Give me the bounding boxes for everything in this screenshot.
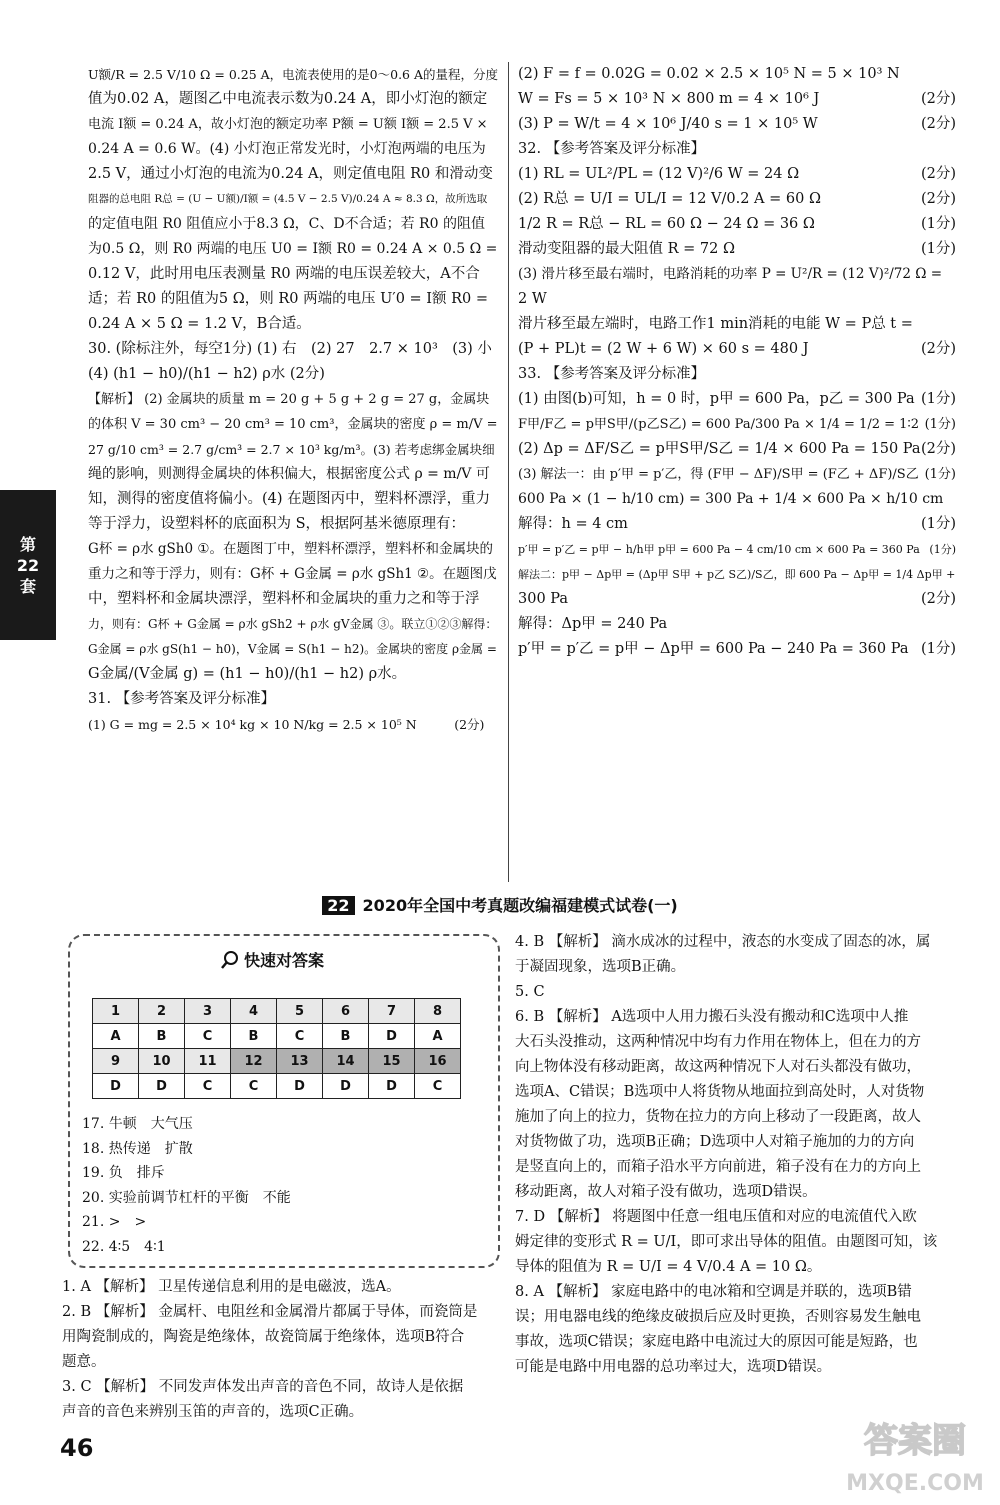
- score-note: (2分): [920, 166, 956, 182]
- question-number-cell: 4: [231, 999, 277, 1024]
- solution-text: (3) 滑片移至最右端时，电路消耗的功率 P = U²/R = (12 V)²/72 Ω =: [518, 266, 943, 282]
- solution-line: [518, 87, 956, 112]
- solution-text: p′甲 = p′乙 = p甲 − Δp甲 = 600 Pa − 240 Pa = 360 Pa: [518, 641, 909, 657]
- answer-text-line: 30. (除标注外，每空1分) (1) 右 (2) 27 2.7 × 10³ (3) 小: [88, 341, 492, 357]
- answer-text-line: (1) G = mg = 2.5 × 10⁴ kg × 10 N/kg = 2.5 × 10⁵ N (2分): [88, 717, 485, 732]
- solution-line: [518, 437, 956, 462]
- answer-text-line: 5. C: [515, 984, 545, 1000]
- question-number-cell: 6: [323, 999, 369, 1024]
- watermark-logo: [840, 1410, 990, 1500]
- answer-table-number-row: [93, 999, 461, 1024]
- watermark-bottom-text: MXQE.COM: [846, 1471, 984, 1496]
- solution-text: 1/2 R = R总 − RL = 60 Ω − 24 Ω = 36 Ω: [518, 216, 815, 232]
- solution-text: 2 W: [518, 291, 547, 307]
- question-number-cell: 5: [277, 999, 323, 1024]
- score-note: (1分): [929, 543, 956, 556]
- watermark-top-text: 答案圈: [864, 1421, 966, 1461]
- answer-text-line: 中，塑料杯和金属块漂浮，塑料杯和金属块的重力之和等于浮: [88, 591, 480, 607]
- answer-text-line: 用陶瓷制成的，陶瓷是绝缘体，故瓷筒属于绝缘体，选项B符合: [62, 1329, 465, 1345]
- fill-answer-line: 17. 牛顿 大气压: [82, 1116, 193, 1132]
- answer-text-line: 值为0.02 A，题图乙中电流表示数为0.24 A，即小灯泡的额定: [88, 91, 488, 107]
- answer-text-line: 知，测得的密度值将偏小。(4) 在题图丙中，塑料杯漂浮，重力: [88, 491, 491, 507]
- solution-text: (3) 解法一：由 p′甲 = p′乙，得 (F甲 − ΔF)/S甲 = (F乙 + ΔF)/S乙: [518, 467, 919, 482]
- answer-letter-cell: D: [369, 1074, 415, 1099]
- score-note: (2分): [920, 91, 956, 107]
- solution-line: [518, 237, 956, 262]
- answer-table: [92, 998, 461, 1099]
- solution-line: [518, 537, 956, 562]
- question-number-cell: 16: [415, 1049, 461, 1074]
- answer-letter-cell: D: [369, 1024, 415, 1049]
- fill-in-answers: [82, 1112, 291, 1259]
- answer-text-line: 27 g/10 cm³ = 2.7 g/cm³ = 2.7 × 10³ kg/m³。(3) 若考虑绑金属块细: [88, 442, 495, 457]
- answer-text-line: 0.24 A = 0.6 W。(4) 小灯泡正常发光时，小灯泡两端的电压为: [88, 141, 486, 157]
- answer-text-line: 2.5 V，通过小灯泡的电流为0.24 A，则定值电阻 R0 和滑动变: [88, 166, 493, 182]
- side-tab-char-1: 第: [19, 534, 36, 554]
- question-number-cell: 8: [415, 999, 461, 1024]
- score-note: (2分): [920, 591, 956, 607]
- answer-text-line: 选项A、C错误；B选项中人将货物从地面拉到高处时，人对货物: [515, 1084, 925, 1100]
- right-column-top: [518, 62, 956, 662]
- score-note: (1分): [920, 516, 956, 532]
- answer-text-line: 3. C 【解析】 不同发声体发出声音的音色不同，故诗人是依据: [62, 1379, 464, 1395]
- answer-text-line: 移动距离，故人对箱子没有做功，选项D错误。: [515, 1184, 817, 1200]
- answer-box-title: [220, 948, 324, 971]
- section-title: 2020年全国中考真题改编福建模式试卷(一): [362, 896, 678, 915]
- question-number-cell: 9: [93, 1049, 139, 1074]
- score-note: (1分): [920, 641, 956, 657]
- solution-line: [518, 262, 956, 287]
- answer-text-line: 于凝固现象，选项B正确。: [515, 959, 686, 975]
- left-column-bottom: [62, 1275, 500, 1425]
- solution-line: [518, 562, 956, 587]
- answer-text-line: 电流 I额 = 0.24 A，故小灯泡的额定功率 P额 = U额 I额 = 2.5 V ×: [88, 117, 488, 132]
- answer-text-line: 0.12 V，此时用电压表测量 R0 两端的电压误差较大，A不合: [88, 266, 480, 282]
- solution-line: [518, 112, 956, 137]
- answer-text-line: 绳的影响，则测得金属块的体积偏大，根据密度公式 ρ = m/V 可: [88, 466, 490, 482]
- answer-text-line: 31. 【参考答案及评分标准】: [88, 691, 276, 707]
- solution-line: [518, 462, 956, 487]
- score-note: (2分): [920, 191, 956, 207]
- solution-line: [518, 312, 956, 337]
- answer-table-number-row: [93, 1049, 461, 1074]
- answer-text-line: G杯 = ρ水 gSh0 ①。在题图丁中，塑料杯漂浮，塑料杯和金属块的: [88, 541, 493, 557]
- answer-letter-cell: C: [415, 1074, 461, 1099]
- answer-text-line: 阻器的总电阻 R总 = (U − U额)/I额 = (4.5 V − 2.5 V)/0.24 A ≈ 8.3 Ω，故所选取: [88, 193, 488, 205]
- answer-text-line: 的体积 V = 30 cm³ − 20 cm³ = 10 cm³，金属块的密度 ρ = m/V =: [88, 417, 498, 432]
- side-tab-char-3: 套: [19, 576, 36, 596]
- solution-line: [518, 612, 956, 637]
- score-note: (1分): [920, 241, 956, 257]
- fill-answer-line: 18. 热传递 扩散: [82, 1140, 193, 1157]
- solution-text: p′甲 = p′乙 = p甲 − h/h甲 p甲 = 600 Pa − 4 cm/10 cm × 600 Pa = 360 Pa: [518, 543, 920, 556]
- answer-text-line: G金属 = ρ水 gS(h1 − h0)，V金属 = S(h1 − h2)。金属块的密度 ρ金属 =: [88, 642, 497, 656]
- solution-text: (2) F = f = 0.02G = 0.02 × 2.5 × 10⁵ N = 5 × 10³ N: [518, 66, 900, 82]
- answer-text-line: 0.24 A × 5 Ω = 1.2 V，B合适。: [88, 316, 311, 332]
- answer-text-line: 【解析】 (2) 金属块的质量 m = 20 g + 5 g + 2 g = 27 g，金属块: [88, 392, 490, 407]
- question-number-cell: 14: [323, 1049, 369, 1074]
- solution-line: [518, 287, 956, 312]
- answer-text-line: G金属/(V金属 g) = (h1 − h0)/(h1 − h2) ρ水。: [88, 666, 407, 682]
- answer-text-line: 8. A 【解析】 家庭电路中的电冰箱和空调是并联的，选项B错: [515, 1284, 912, 1300]
- answer-text-line: 为0.5 Ω，则 R0 两端的电压 U0 = I额 R0 = 0.24 A × 0.5 Ω =: [88, 241, 498, 257]
- solution-text: (1) 由图(b)可知，h = 0 时，p甲 = 600 Pa，p乙 = 300 Pa: [518, 391, 915, 407]
- column-divider: [508, 62, 509, 882]
- answer-text-line: 向上物体没有移动距离，故这两种情况下人对石头都没有做功，: [515, 1059, 921, 1075]
- question-number-cell: 3: [185, 999, 231, 1024]
- score-note: (1分): [924, 417, 956, 432]
- answer-text-line: 误；用电器电线的绝缘皮破损后应及时更换，否则容易发生触电: [515, 1309, 921, 1325]
- fill-answer-line: 22. 4∶5 4∶1: [82, 1238, 166, 1255]
- solution-text: 滑动变阻器的最大阻值 R = 72 Ω: [518, 241, 735, 257]
- solution-text: (2) Δp = ΔF/S乙 = p甲S甲/S乙 = 1/4 × 600 Pa = 150 Pa: [518, 441, 921, 457]
- answer-text-line: 等于浮力，设塑料杯的底面积为 S，根据阿基米德原理有：: [88, 516, 466, 532]
- question-number-cell: 11: [185, 1049, 231, 1074]
- magnifier-icon: [220, 950, 240, 970]
- solution-line: [518, 587, 956, 612]
- question-number-cell: 12: [231, 1049, 277, 1074]
- question-number-cell: 15: [369, 1049, 415, 1074]
- answer-letter-cell: C: [185, 1074, 231, 1099]
- solution-line: [518, 337, 956, 362]
- question-number-cell: 7: [369, 999, 415, 1024]
- solution-text: 滑片移至最左端时，电路工作1 min消耗的电能 W = P总 t =: [518, 316, 913, 332]
- answer-text-line: (4) (h1 − h0)/(h1 − h2) ρ水 (2分): [88, 366, 325, 382]
- answer-text-line: 6. B 【解析】 A选项中人用力搬石头没有搬动和C选项中人推: [515, 1009, 909, 1025]
- answer-text-line: 适；若 R0 的阻值为5 Ω，则 R0 两端的电压 U′0 = I额 R0 =: [88, 291, 489, 307]
- solution-line: [518, 62, 956, 87]
- side-tab-char-2: 22: [16, 555, 40, 575]
- solution-text: (P + PL)t = (2 W + 6 W) × 60 s = 480 J: [518, 341, 809, 357]
- question-number-cell: 10: [139, 1049, 185, 1074]
- answer-table-answer-row: [93, 1024, 461, 1049]
- solution-text: 600 Pa × (1 − h/10 cm) = 300 Pa + 1/4 × 600 Pa × h/10 cm: [518, 491, 944, 507]
- question-number-cell: 1: [93, 999, 139, 1024]
- solution-text: 解得：Δp甲 = 240 Pa: [518, 616, 668, 632]
- answer-letter-cell: C: [185, 1024, 231, 1049]
- answer-letter-cell: D: [277, 1074, 323, 1099]
- solution-text: 33. 【参考答案及评分标准】: [518, 366, 706, 382]
- answer-text-line: 重力之和等于浮力，则有：G杯 + G金属 = ρ水 gSh1 ②。在题图戊: [88, 566, 497, 582]
- answer-box-title-text: 快速对答案: [244, 951, 325, 970]
- section-header: [0, 893, 1000, 916]
- answer-text-line: 对货物做了功，选项B正确；D选项中人对箱子施加的力的方向: [515, 1134, 915, 1150]
- solution-line: [518, 187, 956, 212]
- chapter-side-tab: [0, 490, 56, 640]
- score-note: (1分): [920, 216, 956, 232]
- solution-text: (3) P = W/t = 4 × 10⁶ J/40 s = 1 × 10⁵ W: [518, 116, 818, 132]
- fill-answer-line: 21. > >: [82, 1214, 147, 1230]
- answer-letter-cell: C: [277, 1024, 323, 1049]
- solution-line: [518, 487, 956, 512]
- fill-answer-line: 20. 实验前调节杠杆的平衡 不能: [82, 1189, 291, 1206]
- solution-line: [518, 412, 956, 437]
- score-note: (2分): [920, 441, 956, 457]
- answer-text-line: 7. D 【解析】 将题图中任意一组电压值和对应的电流值代入欧: [515, 1209, 917, 1225]
- solution-text: F甲/F乙 = p甲S甲/(p乙S乙) = 600 Pa/300 Pa × 1/4 = 1/2 = 1∶2: [518, 417, 920, 432]
- right-column-bottom: [515, 930, 960, 1380]
- answer-text-line: 导体的阻值为 R = U/I = 4 V/0.4 A = 10 Ω。: [515, 1259, 822, 1275]
- solution-line: [518, 387, 956, 412]
- quick-answer-box: [68, 934, 500, 1268]
- solution-text: W = Fs = 5 × 10³ N × 800 m = 4 × 10⁶ J: [518, 91, 820, 107]
- answer-letter-cell: D: [323, 1074, 369, 1099]
- question-number-cell: 13: [277, 1049, 323, 1074]
- answer-table-answer-row: [93, 1074, 461, 1099]
- solution-text: (2) R总 = U/I = UL/I = 12 V/0.2 A = 60 Ω: [518, 191, 821, 207]
- solution-line: [518, 637, 956, 662]
- answer-text-line: 1. A 【解析】 卫星传递信息利用的是电磁波，选A。: [62, 1279, 401, 1295]
- answer-text-line: 是竖直向上的，而箱子沿水平方向前进，箱子没有在力的方向上: [515, 1159, 921, 1175]
- solution-text: 解法二：p甲 − Δp甲 = (Δp甲 S甲 + p乙 S乙)/S乙，即 600 Pa − Δp甲 = 1/4 Δp甲 +: [518, 568, 956, 581]
- solution-line: [518, 362, 956, 387]
- question-number-cell: 2: [139, 999, 185, 1024]
- answer-text-line: 4. B 【解析】 滴水成冰的过程中，液态的水变成了固态的冰，属: [515, 934, 931, 950]
- solution-text: (1) RL = UL²/PL = (12 V)²/6 W = 24 Ω: [518, 166, 800, 182]
- solution-line: [518, 137, 956, 162]
- solution-text: 解得：h = 4 cm: [518, 516, 628, 532]
- answer-text-line: U额/R = 2.5 V/10 Ω = 0.25 A，电流表使用的是0～0.6 A的量程，分度: [88, 67, 498, 82]
- solution-line: [518, 162, 956, 187]
- solution-line: [518, 212, 956, 237]
- answer-text-line: 声音的音色来辨别玉笛的声音的，选项C正确。: [62, 1404, 364, 1420]
- solution-text: 300 Pa: [518, 591, 569, 607]
- page-number: 46: [60, 1434, 94, 1462]
- answer-text-line: 的定值电阻 R0 阻值应小于8.3 Ω，C、D不合适；若 R0 的阻值: [88, 216, 485, 232]
- score-note: (1分): [920, 391, 956, 407]
- answer-letter-cell: D: [93, 1074, 139, 1099]
- answer-text-line: 可能是电路中用电器的总功率过大，选项D错误。: [515, 1359, 832, 1375]
- answer-letter-cell: D: [139, 1074, 185, 1099]
- left-column-top: [88, 62, 498, 737]
- solution-text: 32. 【参考答案及评分标准】: [518, 141, 706, 157]
- fill-answer-line: 19. 负 排斥: [82, 1165, 165, 1181]
- answer-text-line: 事故，选项C错误；家庭电路中电流过大的原因可能是短路，也: [515, 1334, 918, 1350]
- answer-text-line: 施加了向上的拉力，货物在拉力的方向上移动了一段距离，故人: [515, 1109, 921, 1125]
- answer-text-line: 姆定律的变形式 R = U/I，即可求出导体的阻值。由题图可知，该: [515, 1234, 938, 1250]
- answer-letter-cell: A: [415, 1024, 461, 1049]
- answer-letter-cell: B: [323, 1024, 369, 1049]
- score-note: (2分): [920, 116, 956, 132]
- answer-letter-cell: B: [139, 1024, 185, 1049]
- score-note: (1分): [924, 467, 956, 482]
- solution-line: [518, 512, 956, 537]
- answer-letter-cell: A: [93, 1024, 139, 1049]
- answer-text-line: 2. B 【解析】 金属杆、电阻丝和金属滑片都属于导体，而瓷筒是: [62, 1304, 478, 1320]
- section-number-badge: 22: [322, 896, 354, 915]
- answer-letter-cell: B: [231, 1024, 277, 1049]
- answer-letter-cell: C: [231, 1074, 277, 1099]
- score-note: (2分): [920, 341, 956, 357]
- answer-text-line: 题意。: [62, 1354, 106, 1370]
- answer-text-line: 大石头没推动，这两种情况中均有力作用在物体上，但在力的方: [515, 1034, 921, 1050]
- answer-text-line: 力，则有：G杯 + G金属 = ρ水 gSh2 + ρ水 gV金属 ③。联立①②③解得：: [88, 617, 498, 631]
